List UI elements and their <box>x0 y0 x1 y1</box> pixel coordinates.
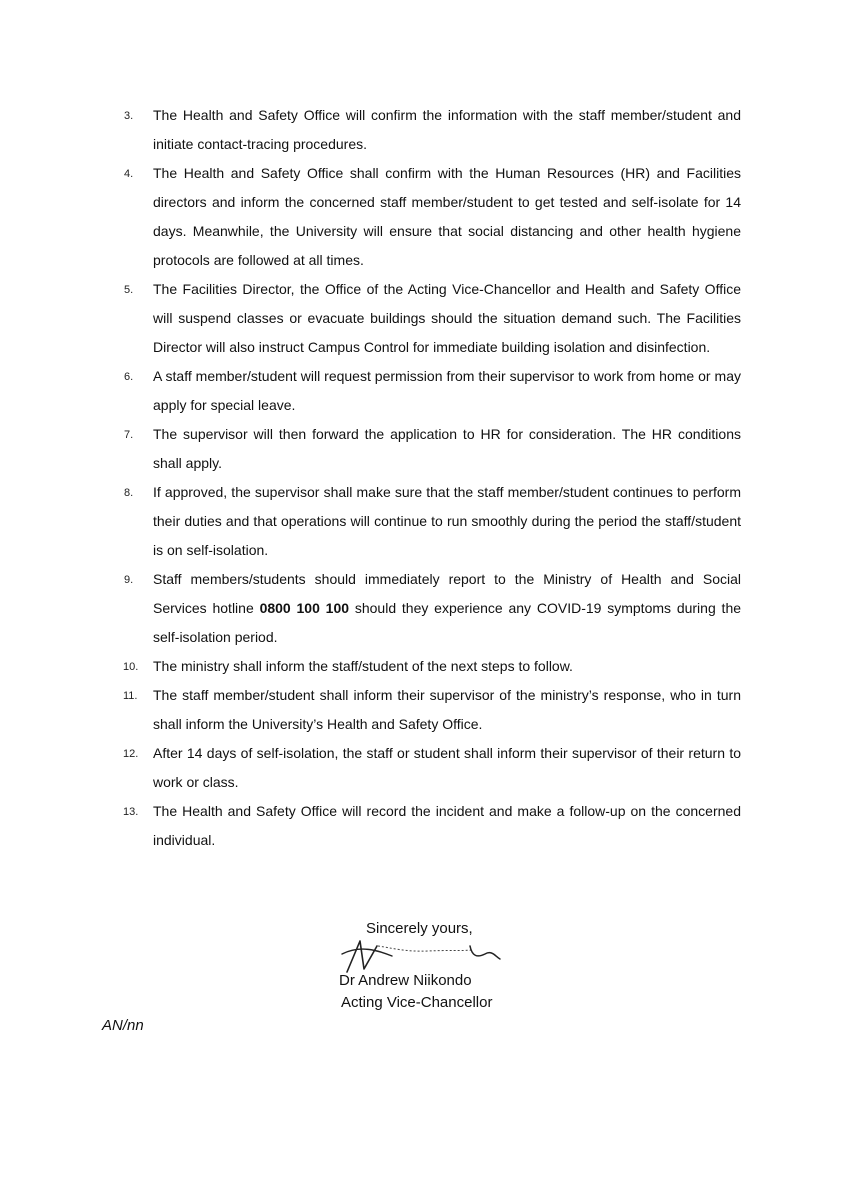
item-number: 4. <box>124 168 134 180</box>
signatory-name: Dr Andrew Niikondo <box>339 972 472 989</box>
item-text: A staff member/student will request permission from their supervisor to work from home or may apply for special leave. <box>153 368 741 413</box>
item-number: 12. <box>123 748 139 760</box>
item-number: 11. <box>123 690 138 702</box>
item-text: After 14 days of self-isolation, the staff or student shall inform their supervisor of their return to work or class. <box>153 745 741 790</box>
item-text-after-hotline: should they experience any COVID-19 symptoms during the self-isolation period. <box>153 600 742 645</box>
item-text <box>153 565 741 652</box>
item-number: 10. <box>123 661 139 673</box>
item-text: The Facilities Director, the Office of the Acting Vice-Chancellor and Health and Safety Office will suspend classes or evacuate buildings should the situation demand such. The Facilities Director will also instruct Campus Control for immediate building isolation and disinfection. <box>153 281 741 355</box>
item-text: If approved, the supervisor shall make sure that the staff member/student continues to perform their duties and that operations will continue to run smoothly during the period the staff/student is on self-isolation. <box>153 484 741 558</box>
list-item <box>121 739 741 797</box>
procedure-list <box>121 101 741 855</box>
item-text: The Health and Safety Office will confirm the information with the staff member/student and initiate contact-tracing procedures. <box>153 107 741 152</box>
item-text: The Health and Safety Office shall confirm with the Human Resources (HR) and Facilities directors and inform the concerned staff member/student to get tested and self-isolate for 14 days. Meanwhile, the University will ensure that social distancing and other health hygiene protocols are followed at all times. <box>153 165 741 268</box>
item-number: 6. <box>124 371 134 383</box>
item-number: 3. <box>124 110 134 122</box>
handwritten-signature-icon <box>332 936 508 976</box>
signatory-title: Acting Vice-Chancellor <box>341 994 493 1011</box>
list-item <box>121 478 741 565</box>
list-item <box>121 420 741 478</box>
list-item <box>121 362 741 420</box>
item-text: The ministry shall inform the staff/student of the next steps to follow. <box>153 658 573 674</box>
item-number: 5. <box>124 284 134 296</box>
list-item <box>121 565 741 652</box>
item-number: 7. <box>124 429 134 441</box>
reference-initials: AN/nn <box>102 1017 144 1034</box>
item-number: 13. <box>123 806 139 818</box>
item-text: The staff member/student shall inform their supervisor of the ministry’s response, who in turn shall inform the University’s Health and Safety Office. <box>153 687 741 732</box>
list-item <box>121 275 741 362</box>
item-text-before-hotline: Staff members/students should immediately report to the Ministry of Health and Social Services hotline <box>153 571 741 616</box>
item-text: The Health and Safety Office will record the incident and make a follow-up on the concerned individual. <box>153 803 741 848</box>
item-text: The supervisor will then forward the application to HR for consideration. The HR conditions shall apply. <box>153 426 741 471</box>
closing-sincerely: Sincerely yours, <box>366 920 473 937</box>
list-item <box>121 652 741 681</box>
list-item <box>121 101 741 159</box>
list-item <box>121 159 741 275</box>
list-item <box>121 797 741 855</box>
list-item <box>121 681 741 739</box>
item-number: 9. <box>124 574 134 586</box>
item-number: 8. <box>124 487 134 499</box>
hotline-number: 0800 100 100 <box>259 600 350 616</box>
